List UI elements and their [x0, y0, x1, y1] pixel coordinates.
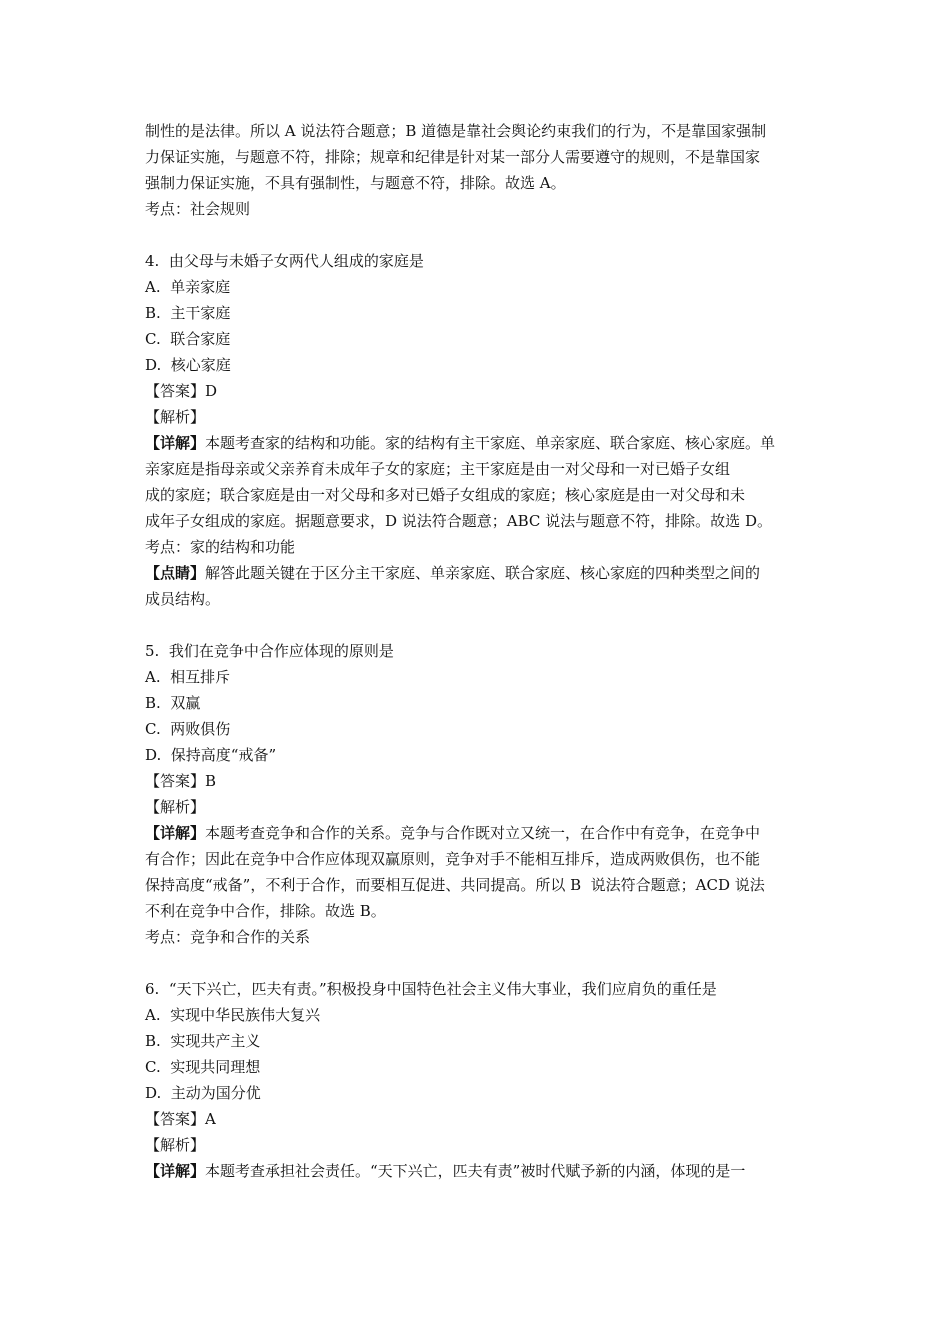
question-4-kaodian: 考点：家的结构和功能 — [145, 538, 296, 556]
question-4-option-a: A. 单亲家庭 — [145, 278, 231, 296]
question-5-detail-line: 保持高度“戒备”，不利于合作，而要相互促进、共同提高。所以 B 说法符合题意；ACD 说法 — [145, 876, 765, 894]
question-4-option-b: B. 主干家庭 — [145, 304, 231, 322]
question-6-option-d: D. 主动为国分优 — [145, 1084, 261, 1102]
spacer — [145, 612, 815, 638]
question-4-option-d: D. 核心家庭 — [145, 356, 231, 374]
question-5-detail-line: 不利在竞争中合作，排除。故选 B。 — [145, 902, 386, 920]
intro-line: 制性的是法律。所以 A 说法符合题意；B 道德是靠社会舆论约束我们的行为，不是靠国家强制 — [145, 122, 767, 140]
question-4-detail-line: 成年子女组成的家庭。据题意要求，D 说法符合题意；ABC 说法与题意不符，排除。故选 D。 — [145, 512, 772, 530]
dianjing-text: 解答此题关键在于区分主干家庭、单亲家庭、联合家庭、核心家庭的四种类型之间的 — [205, 564, 761, 582]
answer-tag: 【答案】 — [145, 1110, 206, 1128]
question-4-option-c: C. 联合家庭 — [145, 330, 231, 348]
question-6-option-c: C. 实现共同理想 — [145, 1058, 261, 1076]
answer-tag: 【答案】 — [145, 382, 206, 400]
answer-value: D — [205, 382, 218, 400]
question-4-detail-line: 成的家庭；联合家庭是由一对父母和多对已婚子女组成的家庭；核心家庭是由一对父母和未 — [145, 486, 746, 504]
question-6-stem: 6. “天下兴亡，匹夫有责。”积极投身中国特色社会主义伟大事业，我们应肩负的重任是 — [145, 980, 717, 998]
answer-tag: 【答案】 — [145, 772, 206, 790]
detail-text: 本题考查家的结构和功能。家的结构有主干家庭、单亲家庭、联合家庭、核心家庭。单 — [205, 434, 776, 452]
question-4-analysis-tag: 【解析】 — [145, 408, 206, 426]
question-4-dianjing — [145, 560, 815, 586]
detail-tag: 【详解】 — [145, 434, 206, 452]
question-5-option-a: A. 相互排斥 — [145, 668, 231, 686]
detail-text: 本题考查承担社会责任。“天下兴亡，匹夫有责”被时代赋予新的内涵，体现的是一 — [205, 1162, 746, 1180]
detail-text: 本题考查竞争和合作的关系。竞争与合作既对立又统一，在合作中有竞争，在竞争中 — [205, 824, 761, 842]
detail-tag: 【详解】 — [145, 824, 206, 842]
question-5-stem: 5. 我们在竞争中合作应体现的原则是 — [145, 642, 394, 660]
intro-kaodian: 考点：社会规则 — [145, 200, 251, 218]
document-page — [145, 118, 815, 1184]
intro-line: 强制力保证实施，不具有强制性，与题意不符，排除。故选 A。 — [145, 174, 566, 192]
question-5-option-c: C. 两败俱伤 — [145, 720, 231, 738]
question-5-option-d: D. 保持高度“戒备” — [145, 746, 277, 764]
question-5-kaodian: 考点：竞争和合作的关系 — [145, 928, 311, 946]
dianjing-tag: 【点睛】 — [145, 564, 206, 582]
question-5-detail — [145, 820, 815, 846]
question-5-answer — [145, 768, 815, 794]
question-5-detail-line: 有合作；因此在竞争中合作应体现双赢原则，竞争对手不能相互排斥，造成两败俱伤，也不能 — [145, 850, 761, 868]
spacer — [145, 950, 815, 976]
question-5-analysis-tag: 【解析】 — [145, 798, 206, 816]
intro-line: 力保证实施，与题意不符，排除；规章和纪律是针对某一部分人需要遵守的规则，不是靠国家 — [145, 148, 761, 166]
question-6-analysis-tag: 【解析】 — [145, 1136, 206, 1154]
answer-value: A — [205, 1110, 216, 1128]
question-4-detail-line: 亲家庭是指母亲或父亲养育未成年子女的家庭；主干家庭是由一对父母和一对已婚子女组 — [145, 460, 731, 478]
answer-value: B — [205, 772, 217, 790]
question-6-answer — [145, 1106, 815, 1132]
question-4-answer — [145, 378, 815, 404]
question-6-option-a: A. 实现中华民族伟大复兴 — [145, 1006, 321, 1024]
question-4-stem: 4. 由父母与未婚子女两代人组成的家庭是 — [145, 252, 424, 270]
question-4-dianjing-line: 成员结构。 — [145, 590, 221, 608]
question-5-option-b: B. 双赢 — [145, 694, 201, 712]
question-6-detail — [145, 1158, 815, 1184]
question-4-detail — [145, 430, 815, 456]
spacer — [145, 222, 815, 248]
question-6-option-b: B. 实现共产主义 — [145, 1032, 261, 1050]
detail-tag: 【详解】 — [145, 1162, 206, 1180]
